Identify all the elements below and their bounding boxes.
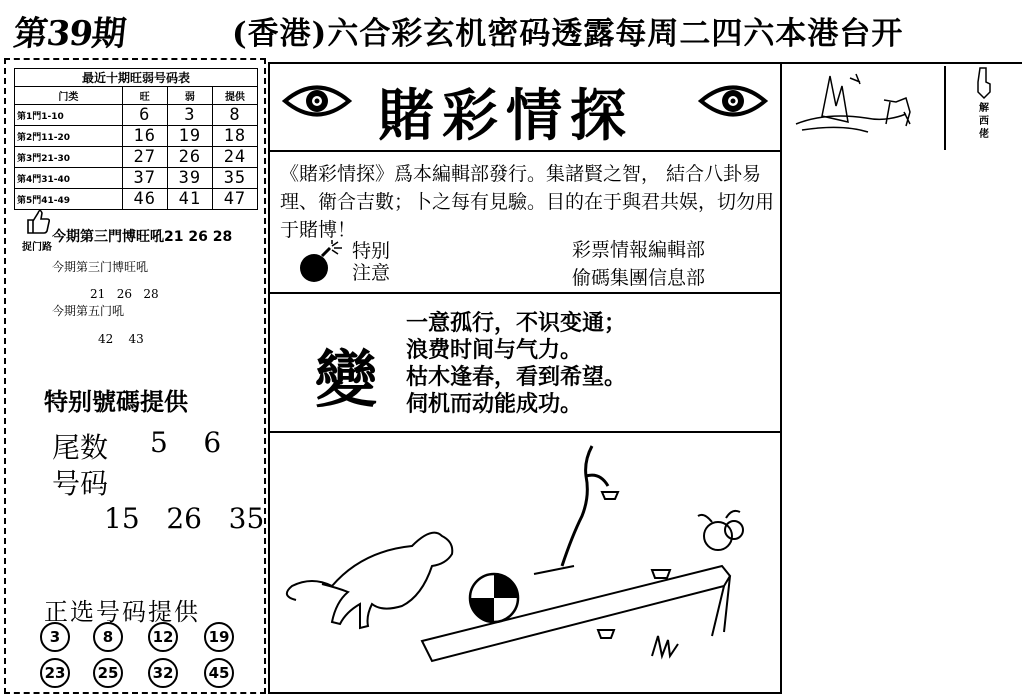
poem-line: 枯木逢春，看到希望。: [406, 365, 627, 390]
row-label: 第4門31-40: [15, 168, 123, 189]
hint-line-2-numbers: 42 43: [98, 332, 144, 346]
cell: 39: [167, 168, 212, 189]
col-header: 旺: [122, 87, 167, 105]
cell: 18: [212, 126, 257, 147]
row-label: 第3門21-30: [15, 147, 123, 168]
hot-line: 今期第三門博旺吼21 26 28: [52, 229, 233, 245]
cell: 8: [212, 105, 257, 126]
eye-icon: [698, 80, 768, 122]
poem-line: 一意孤行，不识变通；: [406, 311, 627, 336]
row-label: 第5門41-49: [15, 189, 123, 210]
cell: 16: [122, 126, 167, 147]
intro-text: 《賭彩情探》爲本編輯部發行。集諸賢之智， 結合八卦易理、衛合吉數；卜之每有見驗。目的在于與君共娱，切勿用于賭博！: [280, 163, 775, 241]
row-label: 第1門1-10: [15, 105, 123, 126]
col-header: 弱: [167, 87, 212, 105]
cell: 19: [167, 126, 212, 147]
signature-1: 彩票情報編輯部: [572, 239, 706, 261]
table-row: [15, 189, 258, 210]
cell: 37: [122, 168, 167, 189]
cell: 26: [167, 147, 212, 168]
divider: [270, 431, 780, 433]
thumbs-up-icon: [24, 206, 50, 236]
right-divider: [944, 66, 946, 150]
hint-line-1-numbers: 21 26 28: [90, 287, 159, 301]
col-header: 门类: [15, 87, 123, 105]
cell: 47: [212, 189, 257, 210]
landscape-illustration: [792, 66, 932, 146]
code-label: 号码: [52, 467, 109, 500]
divider: [270, 150, 780, 152]
right-panel-border: [782, 62, 1022, 694]
hint-line-1: 今期第三门博旺吼: [52, 260, 149, 274]
cell: 35: [212, 168, 257, 189]
featured-character: 變: [315, 343, 378, 416]
col-header: 提供: [212, 87, 257, 105]
cell: 3: [167, 105, 212, 126]
vertical-label: 解西佬: [979, 103, 989, 140]
table-caption: 最近十期旺弱号码表: [15, 69, 258, 87]
cell: 41: [167, 189, 212, 210]
table-row: [15, 126, 258, 147]
special-title: 特别號碼提供: [44, 388, 188, 416]
poem: [406, 310, 626, 418]
issue-number: 第39期: [11, 14, 128, 54]
pick-number: 25: [93, 658, 123, 688]
pick-number: 45: [204, 658, 234, 688]
hint-line-2: 今期第五门吼: [52, 304, 125, 318]
row-label: 第2門11-20: [15, 126, 123, 147]
pick-number: 23: [40, 658, 70, 688]
cell: 24: [212, 147, 257, 168]
poem-line: 伺机而动能成功。: [406, 392, 583, 417]
tail-label: 尾数: [52, 431, 109, 464]
signature-2: 偷碼集團信息部: [572, 267, 706, 289]
pick-number: 3: [40, 622, 70, 652]
tail-numbers: 5 6: [150, 426, 222, 459]
table-row: [15, 147, 258, 168]
cell: 46: [122, 189, 167, 210]
cell: 6: [122, 105, 167, 126]
code-numbers: 15 26 35: [104, 502, 265, 535]
main-title: 賭彩情探: [378, 83, 634, 149]
headline: (香港)六合彩玄机密码透露每周二四六本港台开: [232, 16, 904, 52]
notice-label-2: 注意: [352, 262, 391, 284]
pick-title: 正选号码提供: [44, 598, 200, 626]
bomb-icon: [296, 240, 348, 286]
pick-number: 32: [148, 658, 178, 688]
divider: [270, 292, 780, 294]
pick-number: 12: [148, 622, 178, 652]
cell: 27: [122, 147, 167, 168]
tip-label: 捉门路: [22, 242, 52, 253]
hot-cold-table: [14, 68, 258, 210]
table-row: [15, 168, 258, 189]
pick-number: 8: [93, 622, 123, 652]
table-row: [15, 105, 258, 126]
poem-line: 浪费时间与气力。: [406, 338, 583, 363]
pointing-hand-icon: [974, 66, 994, 100]
pick-number: 19: [204, 622, 234, 652]
cat-seesaw-illustration: [272, 436, 778, 690]
notice-label-1: 特别: [352, 240, 391, 262]
eye-icon: [282, 80, 352, 122]
